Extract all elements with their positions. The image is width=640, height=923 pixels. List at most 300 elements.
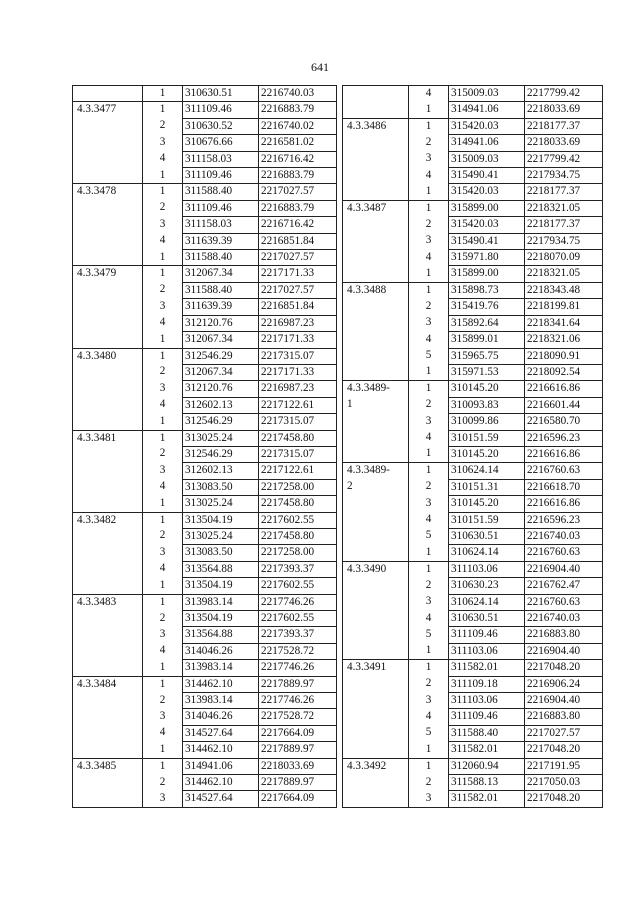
x-coordinate-cell: 315892.64 — [449, 315, 525, 331]
x-coordinate-cell: 310630.51 — [449, 528, 525, 544]
x-coordinate-cell: 315490.41 — [449, 168, 525, 184]
y-coordinate-cell: 2216762.47 — [525, 578, 603, 594]
table-row — [73, 791, 337, 807]
parcel-id-cell — [343, 250, 409, 266]
x-coordinate-cell: 311582.01 — [449, 660, 525, 676]
y-coordinate-cell: 2218321.06 — [525, 332, 603, 348]
y-coordinate-cell: 2216716.42 — [259, 151, 337, 167]
table-row — [73, 299, 337, 315]
x-coordinate-cell: 313083.50 — [183, 479, 259, 495]
table-row — [343, 364, 603, 380]
parcel-id-cell — [343, 364, 409, 380]
y-coordinate-cell: 2216883.79 — [259, 168, 337, 184]
parcel-id-cell — [343, 315, 409, 331]
table-row — [73, 627, 337, 643]
table-row — [343, 397, 603, 413]
parcel-id-cell — [73, 364, 143, 380]
x-coordinate-cell: 310151.59 — [449, 512, 525, 528]
parcel-id-cell — [343, 627, 409, 643]
table-row — [343, 184, 603, 200]
point-number-cell: 4 — [143, 315, 183, 331]
y-coordinate-cell: 2216601.44 — [525, 397, 603, 413]
y-coordinate-cell: 2216851.84 — [259, 233, 337, 249]
point-number-cell: 2 — [409, 397, 449, 413]
point-number-cell: 4 — [409, 709, 449, 725]
table-row — [73, 676, 337, 692]
x-coordinate-cell: 315899.00 — [449, 200, 525, 216]
table-row — [73, 545, 337, 561]
parcel-id-cell — [73, 561, 143, 577]
point-number-cell: 1 — [143, 184, 183, 200]
y-coordinate-cell: 2216904.40 — [525, 693, 603, 709]
x-coordinate-cell: 310630.51 — [449, 611, 525, 627]
parcel-id-cell — [343, 233, 409, 249]
table-row — [73, 266, 337, 282]
parcel-id-cell — [343, 446, 409, 462]
x-coordinate-cell: 314046.26 — [183, 709, 259, 725]
parcel-id-cell — [73, 528, 143, 544]
table-row — [73, 135, 337, 151]
y-coordinate-cell: 2217122.61 — [259, 463, 337, 479]
y-coordinate-cell: 2217799.42 — [525, 86, 603, 102]
parcel-id-cell — [343, 299, 409, 315]
point-number-cell: 2 — [409, 135, 449, 151]
table-row — [73, 348, 337, 364]
y-coordinate-cell: 2217027.57 — [259, 184, 337, 200]
table-row — [343, 660, 603, 676]
y-coordinate-cell: 2217027.57 — [259, 250, 337, 266]
x-coordinate-cell: 310624.14 — [449, 545, 525, 561]
x-coordinate-cell: 313025.24 — [183, 430, 259, 446]
table-row — [343, 217, 603, 233]
point-number-cell: 5 — [409, 528, 449, 544]
x-coordinate-cell: 311103.06 — [449, 643, 525, 659]
point-number-cell: 1 — [409, 660, 449, 676]
x-coordinate-cell: 313564.88 — [183, 627, 259, 643]
table-row — [73, 758, 337, 774]
y-coordinate-cell: 2217528.72 — [259, 709, 337, 725]
y-coordinate-cell: 2217027.57 — [525, 725, 603, 741]
parcel-id-cell — [343, 775, 409, 791]
y-coordinate-cell: 2218341.64 — [525, 315, 603, 331]
y-coordinate-cell: 2218033.69 — [525, 102, 603, 118]
y-coordinate-cell: 2217258.00 — [259, 545, 337, 561]
point-number-cell: 3 — [409, 414, 449, 430]
table-row — [73, 233, 337, 249]
parcel-id-cell — [343, 102, 409, 118]
parcel-id-cell — [343, 151, 409, 167]
point-number-cell: 2 — [143, 775, 183, 791]
point-number-cell: 1 — [143, 332, 183, 348]
table-row — [73, 446, 337, 462]
y-coordinate-cell: 2217315.07 — [259, 414, 337, 430]
y-coordinate-cell: 2217458.80 — [259, 528, 337, 544]
parcel-id-cell: 4.3.3477 — [73, 102, 143, 118]
point-number-cell: 1 — [143, 86, 183, 102]
parcel-id-cell — [343, 709, 409, 725]
x-coordinate-cell: 313504.19 — [183, 578, 259, 594]
y-coordinate-cell: 2218343.48 — [525, 282, 603, 298]
x-coordinate-cell: 312120.76 — [183, 381, 259, 397]
parcel-id-cell — [73, 693, 143, 709]
y-coordinate-cell: 2218321.05 — [525, 200, 603, 216]
point-number-cell: 5 — [409, 627, 449, 643]
point-number-cell: 1 — [409, 446, 449, 462]
table-row — [343, 545, 603, 561]
table-row — [343, 151, 603, 167]
table-row — [343, 709, 603, 725]
parcel-id-cell — [343, 611, 409, 627]
page-number: 641 — [311, 60, 329, 74]
x-coordinate-cell: 311588.13 — [449, 775, 525, 791]
x-coordinate-cell: 315899.00 — [449, 266, 525, 282]
point-number-cell: 1 — [409, 545, 449, 561]
point-number-cell: 1 — [409, 102, 449, 118]
point-number-cell: 1 — [143, 414, 183, 430]
y-coordinate-cell: 2217664.09 — [259, 725, 337, 741]
table-row — [73, 496, 337, 512]
table-row — [343, 233, 603, 249]
table-body-left — [73, 86, 337, 808]
table-row — [343, 430, 603, 446]
point-number-cell: 1 — [143, 594, 183, 610]
x-coordinate-cell: 311109.18 — [449, 676, 525, 692]
parcel-id-cell — [343, 578, 409, 594]
table-row — [343, 102, 603, 118]
parcel-id-cell — [73, 282, 143, 298]
point-number-cell: 1 — [143, 496, 183, 512]
x-coordinate-cell: 314527.64 — [183, 725, 259, 741]
point-number-cell: 4 — [143, 643, 183, 659]
point-number-cell: 2 — [143, 611, 183, 627]
point-number-cell: 4 — [143, 725, 183, 741]
x-coordinate-cell: 312060.94 — [449, 758, 525, 774]
parcel-id-cell — [73, 151, 143, 167]
y-coordinate-cell: 2217746.26 — [259, 594, 337, 610]
point-number-cell: 1 — [143, 742, 183, 758]
point-number-cell: 1 — [143, 578, 183, 594]
x-coordinate-cell: 313983.14 — [183, 594, 259, 610]
point-number-cell: 3 — [409, 151, 449, 167]
table-row — [73, 643, 337, 659]
point-number-cell: 2 — [143, 693, 183, 709]
point-number-cell: 4 — [409, 168, 449, 184]
parcel-id-cell: 4.3.3483 — [73, 594, 143, 610]
y-coordinate-cell: 2217048.20 — [525, 742, 603, 758]
parcel-id-cell — [343, 496, 409, 512]
table-row — [73, 463, 337, 479]
parcel-id-cell — [73, 233, 143, 249]
x-coordinate-cell: 310624.14 — [449, 463, 525, 479]
point-number-cell: 3 — [409, 594, 449, 610]
x-coordinate-cell: 313083.50 — [183, 545, 259, 561]
parcel-id-cell: 4.3.3491 — [343, 660, 409, 676]
x-coordinate-cell: 310676.66 — [183, 135, 259, 151]
table-row — [73, 611, 337, 627]
table-row — [73, 200, 337, 216]
x-coordinate-cell: 312067.34 — [183, 332, 259, 348]
parcel-id-cell — [73, 86, 143, 102]
point-number-cell: 1 — [143, 266, 183, 282]
point-number-cell: 2 — [409, 479, 449, 495]
y-coordinate-cell: 2216987.23 — [259, 381, 337, 397]
table-row — [343, 676, 603, 692]
point-number-cell: 3 — [143, 299, 183, 315]
x-coordinate-cell: 312602.13 — [183, 397, 259, 413]
point-number-cell: 1 — [143, 430, 183, 446]
parcel-id-cell — [343, 512, 409, 528]
y-coordinate-cell: 2217027.57 — [259, 282, 337, 298]
table-row — [343, 332, 603, 348]
point-number-cell: 1 — [409, 643, 449, 659]
parcel-id-cell — [343, 184, 409, 200]
y-coordinate-cell: 2216716.42 — [259, 217, 337, 233]
x-coordinate-cell: 311109.46 — [183, 102, 259, 118]
y-coordinate-cell: 2217889.97 — [259, 775, 337, 791]
point-number-cell: 1 — [143, 348, 183, 364]
table-row — [343, 299, 603, 315]
table-row — [343, 86, 603, 102]
parcel-id-cell: 4.3.3489- — [343, 463, 409, 479]
x-coordinate-cell: 311639.39 — [183, 233, 259, 249]
table-row — [343, 414, 603, 430]
y-coordinate-cell: 2217315.07 — [259, 348, 337, 364]
coordinate-table-right — [342, 85, 603, 808]
point-number-cell: 4 — [143, 479, 183, 495]
x-coordinate-cell: 312546.29 — [183, 348, 259, 364]
y-coordinate-cell: 2218199.81 — [525, 299, 603, 315]
parcel-id-cell — [73, 414, 143, 430]
parcel-id-cell — [343, 725, 409, 741]
x-coordinate-cell: 312120.76 — [183, 315, 259, 331]
x-coordinate-cell: 310145.20 — [449, 496, 525, 512]
x-coordinate-cell: 314462.10 — [183, 742, 259, 758]
y-coordinate-cell: 2217746.26 — [259, 660, 337, 676]
point-number-cell: 1 — [143, 102, 183, 118]
y-coordinate-cell: 2218092.54 — [525, 364, 603, 380]
y-coordinate-cell: 2217664.09 — [259, 791, 337, 807]
y-coordinate-cell: 2216760.63 — [525, 463, 603, 479]
x-coordinate-cell: 315971.80 — [449, 250, 525, 266]
x-coordinate-cell: 311103.06 — [449, 693, 525, 709]
x-coordinate-cell: 311109.46 — [449, 627, 525, 643]
point-number-cell: 2 — [409, 299, 449, 315]
y-coordinate-cell: 2217171.33 — [259, 266, 337, 282]
table-row — [73, 282, 337, 298]
x-coordinate-cell: 315009.03 — [449, 86, 525, 102]
y-coordinate-cell: 2217746.26 — [259, 693, 337, 709]
point-number-cell: 1 — [143, 250, 183, 266]
parcel-id-cell: 4.3.3481 — [73, 430, 143, 446]
table-row — [73, 168, 337, 184]
table-row — [73, 594, 337, 610]
parcel-id-cell — [343, 86, 409, 102]
y-coordinate-cell: 2216740.02 — [259, 118, 337, 134]
y-coordinate-cell: 2217122.61 — [259, 397, 337, 413]
y-coordinate-cell: 2217799.42 — [525, 151, 603, 167]
y-coordinate-cell: 2217458.80 — [259, 430, 337, 446]
x-coordinate-cell: 311109.46 — [183, 168, 259, 184]
x-coordinate-cell: 311588.40 — [183, 184, 259, 200]
point-number-cell: 1 — [409, 561, 449, 577]
parcel-id-cell — [343, 594, 409, 610]
x-coordinate-cell: 310630.23 — [449, 578, 525, 594]
x-coordinate-cell: 315009.03 — [449, 151, 525, 167]
table-row — [343, 348, 603, 364]
parcel-id-cell: 4.3.3490 — [343, 561, 409, 577]
x-coordinate-cell: 313025.24 — [183, 528, 259, 544]
x-coordinate-cell: 313983.14 — [183, 693, 259, 709]
x-coordinate-cell: 315420.03 — [449, 184, 525, 200]
table-row — [73, 742, 337, 758]
point-number-cell: 3 — [143, 381, 183, 397]
point-number-cell: 2 — [409, 775, 449, 791]
x-coordinate-cell: 310145.20 — [449, 446, 525, 462]
x-coordinate-cell: 311582.01 — [449, 791, 525, 807]
x-coordinate-cell: 311582.01 — [449, 742, 525, 758]
table-row — [343, 479, 603, 495]
point-number-cell: 3 — [409, 693, 449, 709]
table-row — [73, 660, 337, 676]
point-number-cell: 1 — [409, 742, 449, 758]
y-coordinate-cell: 2217171.33 — [259, 364, 337, 380]
point-number-cell: 1 — [409, 118, 449, 134]
point-number-cell: 1 — [143, 676, 183, 692]
point-number-cell: 1 — [409, 463, 449, 479]
y-coordinate-cell: 2217934.75 — [525, 168, 603, 184]
table-row — [343, 775, 603, 791]
x-coordinate-cell: 311158.03 — [183, 217, 259, 233]
x-coordinate-cell: 310099.86 — [449, 414, 525, 430]
parcel-id-cell — [73, 479, 143, 495]
x-coordinate-cell: 314941.06 — [449, 135, 525, 151]
x-coordinate-cell: 310624.14 — [449, 594, 525, 610]
parcel-id-cell — [343, 693, 409, 709]
point-number-cell: 4 — [143, 151, 183, 167]
point-number-cell: 3 — [143, 545, 183, 561]
point-number-cell: 4 — [409, 611, 449, 627]
table-row — [73, 561, 337, 577]
x-coordinate-cell: 315965.75 — [449, 348, 525, 364]
x-coordinate-cell: 311103.06 — [449, 561, 525, 577]
y-coordinate-cell: 2216883.80 — [525, 709, 603, 725]
y-coordinate-cell: 2216883.79 — [259, 200, 337, 216]
point-number-cell: 1 — [409, 381, 449, 397]
parcel-id-cell — [73, 168, 143, 184]
parcel-id-cell: 4.3.3488 — [343, 282, 409, 298]
table-row — [73, 102, 337, 118]
point-number-cell: 2 — [143, 200, 183, 216]
table-row — [343, 512, 603, 528]
point-number-cell: 2 — [143, 446, 183, 462]
parcel-id-cell — [73, 135, 143, 151]
y-coordinate-cell: 2218177.37 — [525, 217, 603, 233]
y-coordinate-cell: 2217393.37 — [259, 561, 337, 577]
parcel-id-cell — [73, 200, 143, 216]
y-coordinate-cell: 2216883.79 — [259, 102, 337, 118]
point-number-cell: 1 — [143, 168, 183, 184]
parcel-id-cell — [73, 545, 143, 561]
table-row — [343, 315, 603, 331]
x-coordinate-cell: 313025.24 — [183, 496, 259, 512]
table-row — [343, 693, 603, 709]
x-coordinate-cell: 311588.40 — [449, 725, 525, 741]
point-number-cell: 1 — [409, 184, 449, 200]
y-coordinate-cell: 2217315.07 — [259, 446, 337, 462]
point-number-cell: 5 — [409, 725, 449, 741]
point-number-cell: 1 — [143, 512, 183, 528]
parcel-id-cell — [343, 643, 409, 659]
table-row — [73, 397, 337, 413]
point-number-cell: 3 — [409, 791, 449, 807]
parcel-id-cell — [343, 791, 409, 807]
parcel-id-cell: 1 — [343, 397, 409, 413]
x-coordinate-cell: 311109.46 — [449, 709, 525, 725]
point-number-cell: 3 — [409, 496, 449, 512]
table-row — [73, 315, 337, 331]
x-coordinate-cell: 314462.10 — [183, 775, 259, 791]
table-row — [73, 775, 337, 791]
point-number-cell: 1 — [143, 758, 183, 774]
parcel-id-cell: 4.3.3478 — [73, 184, 143, 200]
y-coordinate-cell: 2216883.80 — [525, 627, 603, 643]
y-coordinate-cell: 2216740.03 — [525, 528, 603, 544]
y-coordinate-cell: 2216618.70 — [525, 479, 603, 495]
y-coordinate-cell: 2218033.69 — [259, 758, 337, 774]
table-row — [343, 463, 603, 479]
y-coordinate-cell: 2217048.20 — [525, 660, 603, 676]
parcel-id-cell — [343, 135, 409, 151]
x-coordinate-cell: 311109.46 — [183, 200, 259, 216]
parcel-id-cell — [73, 397, 143, 413]
table-row — [343, 561, 603, 577]
y-coordinate-cell: 2216760.63 — [525, 545, 603, 561]
x-coordinate-cell: 311158.03 — [183, 151, 259, 167]
y-coordinate-cell: 2217048.20 — [525, 791, 603, 807]
parcel-id-cell — [73, 709, 143, 725]
table-row — [73, 118, 337, 134]
x-coordinate-cell: 310151.31 — [449, 479, 525, 495]
y-coordinate-cell: 2216740.03 — [525, 611, 603, 627]
point-number-cell: 4 — [409, 86, 449, 102]
x-coordinate-cell: 313504.19 — [183, 512, 259, 528]
point-number-cell: 4 — [409, 512, 449, 528]
y-coordinate-cell: 2217602.55 — [259, 578, 337, 594]
table-row — [73, 250, 337, 266]
parcel-id-cell: 4.3.3487 — [343, 200, 409, 216]
parcel-id-cell: 4.3.3484 — [73, 676, 143, 692]
table-row — [343, 118, 603, 134]
parcel-id-cell — [343, 742, 409, 758]
point-number-cell: 1 — [409, 364, 449, 380]
parcel-id-cell — [343, 430, 409, 446]
table-row — [343, 627, 603, 643]
point-number-cell: 4 — [409, 250, 449, 266]
y-coordinate-cell: 2217528.72 — [259, 643, 337, 659]
table-row — [73, 381, 337, 397]
point-number-cell: 3 — [143, 217, 183, 233]
y-coordinate-cell: 2216906.24 — [525, 676, 603, 692]
x-coordinate-cell: 314941.06 — [183, 758, 259, 774]
point-number-cell: 2 — [409, 217, 449, 233]
parcel-id-cell — [73, 118, 143, 134]
parcel-id-cell — [73, 446, 143, 462]
y-coordinate-cell: 2216904.40 — [525, 643, 603, 659]
x-coordinate-cell: 315971.53 — [449, 364, 525, 380]
y-coordinate-cell: 2216740.03 — [259, 86, 337, 102]
y-coordinate-cell: 2216851.84 — [259, 299, 337, 315]
table-row — [343, 528, 603, 544]
